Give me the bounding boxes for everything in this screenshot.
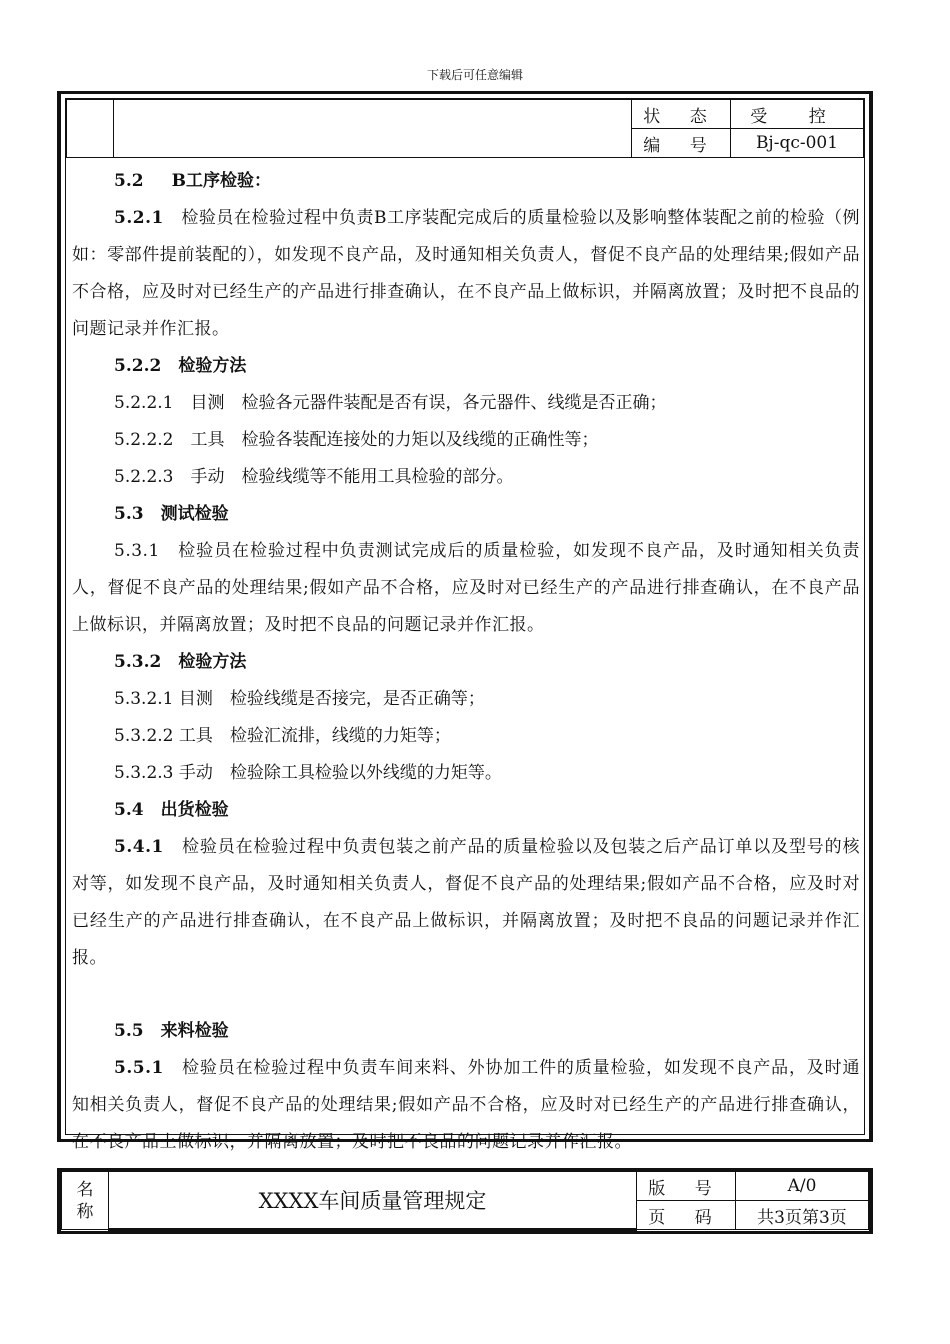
footer-frame: [57, 1168, 873, 1234]
header-blank-left: [67, 100, 114, 158]
section-5-2-heading: [72, 163, 860, 200]
status-value: 受 控: [731, 100, 864, 129]
section-5-2-1-paragraph: [72, 200, 860, 348]
name-label-char-1: 名: [76, 1179, 94, 1200]
page-label: 页 码: [637, 1201, 736, 1230]
section-5-2-2-1: 5.2.2.1 目测 检验各元器件装配是否有误，各元器件、线缆是否正确；: [114, 393, 667, 413]
section-title: 来料检验: [160, 1021, 229, 1041]
page-value: 共3页第3页: [736, 1201, 869, 1230]
section-5-3-2-2: 5.3.2.2 工具 检验汇流排，线缆的力矩等；: [114, 726, 451, 746]
status-label: 状 态: [632, 100, 731, 129]
clause-text: 检验员在检验过程中负责B工序装配完成后的质量检验以及影响整体装配之前的检验（例如：零部件提前装配的），如发现不良产品，及时通知相关负责人，督促不良产品的处理结果;假如产品不合格，应及时对已经生产的产品进行排查确认，在不良产品上做标识，并隔离放置；及时把不良品的问题记录并作汇报。: [72, 208, 861, 339]
inner-frame: [65, 98, 865, 1152]
name-label: [62, 1172, 109, 1230]
spacer: [72, 977, 860, 1013]
footer-table: [61, 1171, 869, 1231]
clause-text: 检验员在检验过程中负责车间来料、外协加工件的质量检验，如发现不良产品，及时通知相关负责人，督促不良产品的处理结果;假如产品不合格，应及时对已经生产的产品进行排查确认，在不良产品上做标识，并隔离放置；及时把不良品的问题记录并作汇报。: [72, 1058, 861, 1152]
section-5-2-2-heading: [72, 348, 860, 385]
section-title: B工序检验：: [171, 171, 271, 191]
section-number: 5.5: [114, 1021, 144, 1041]
section-5-5-1-paragraph: [72, 1050, 860, 1161]
clause-number: 5.2.1: [114, 208, 164, 228]
clause-text: 检验员在检验过程中负责包装之前产品的质量检验以及包装之后产品订单以及型号的核对等，如发现不良产品，及时通知相关负责人，督促不良产品的处理结果;假如产品不合格，应及时对已经生产的产品进行排查确认，在不良产品上做标识，并隔离放置；及时把不良品的问题记录并作汇报。: [72, 837, 861, 968]
document-title: XXXX车间质量管理规定: [109, 1172, 637, 1230]
section-5-3-1-paragraph: 5.3.1 检验员在检验过程中负责测试完成后的质量检验，如发现不良产品，及时通知相关负责人，督促不良产品的处理结果;假如产品不合格，应及时对已经生产的产品进行排查确认，在不良产品上做标识，并隔离放置；及时把不良品的问题记录并作汇报。: [72, 541, 860, 635]
document-body: [66, 163, 864, 1161]
watermark-text: 下载后可任意编辑: [426, 68, 523, 82]
section-title: 检验方法: [178, 652, 247, 672]
code-value: Bj-qc-001: [731, 129, 864, 158]
version-value: A/0: [736, 1172, 869, 1201]
code-label: 编 号: [632, 129, 731, 158]
section-5-3-heading: [72, 496, 860, 533]
section-5-4-1-paragraph: [72, 829, 860, 977]
name-label-char-2: 称: [76, 1201, 94, 1222]
header-blank-middle: [114, 100, 632, 158]
section-5-2-2-3: 5.2.2.3 手动 检验线缆等不能用工具检验的部分。: [114, 467, 514, 487]
section-title: 检验方法: [178, 356, 247, 376]
section-5-5-heading: [72, 1013, 860, 1050]
clause-number: 5.4.1: [114, 837, 164, 857]
section-number: 5.3: [114, 504, 144, 524]
section-number: 5.4: [114, 800, 144, 820]
section-5-3-2-1: 5.3.2.1 目测 检验线缆是否接完，是否正确等；: [114, 689, 485, 709]
section-5-4-heading: [72, 792, 860, 829]
section-5-3-2-heading: [72, 644, 860, 681]
version-label: 版 号: [637, 1172, 736, 1201]
section-5-3-2-3: 5.3.2.3 手动 检验除工具检验以外线缆的力矩等。: [114, 763, 502, 783]
section-number: 5.2.2: [114, 356, 162, 376]
header-table: [66, 99, 864, 158]
section-5-2-2-2: 5.2.2.2 工具 检验各装配连接处的力矩以及线缆的正确性等；: [114, 430, 599, 450]
section-number: 5.2: [114, 171, 144, 191]
section-title: 测试检验: [160, 504, 229, 524]
section-number: 5.3.2: [114, 652, 162, 672]
section-title: 出货检验: [160, 800, 229, 820]
document-frame: [57, 91, 873, 1152]
clause-number: 5.5.1: [114, 1058, 164, 1078]
